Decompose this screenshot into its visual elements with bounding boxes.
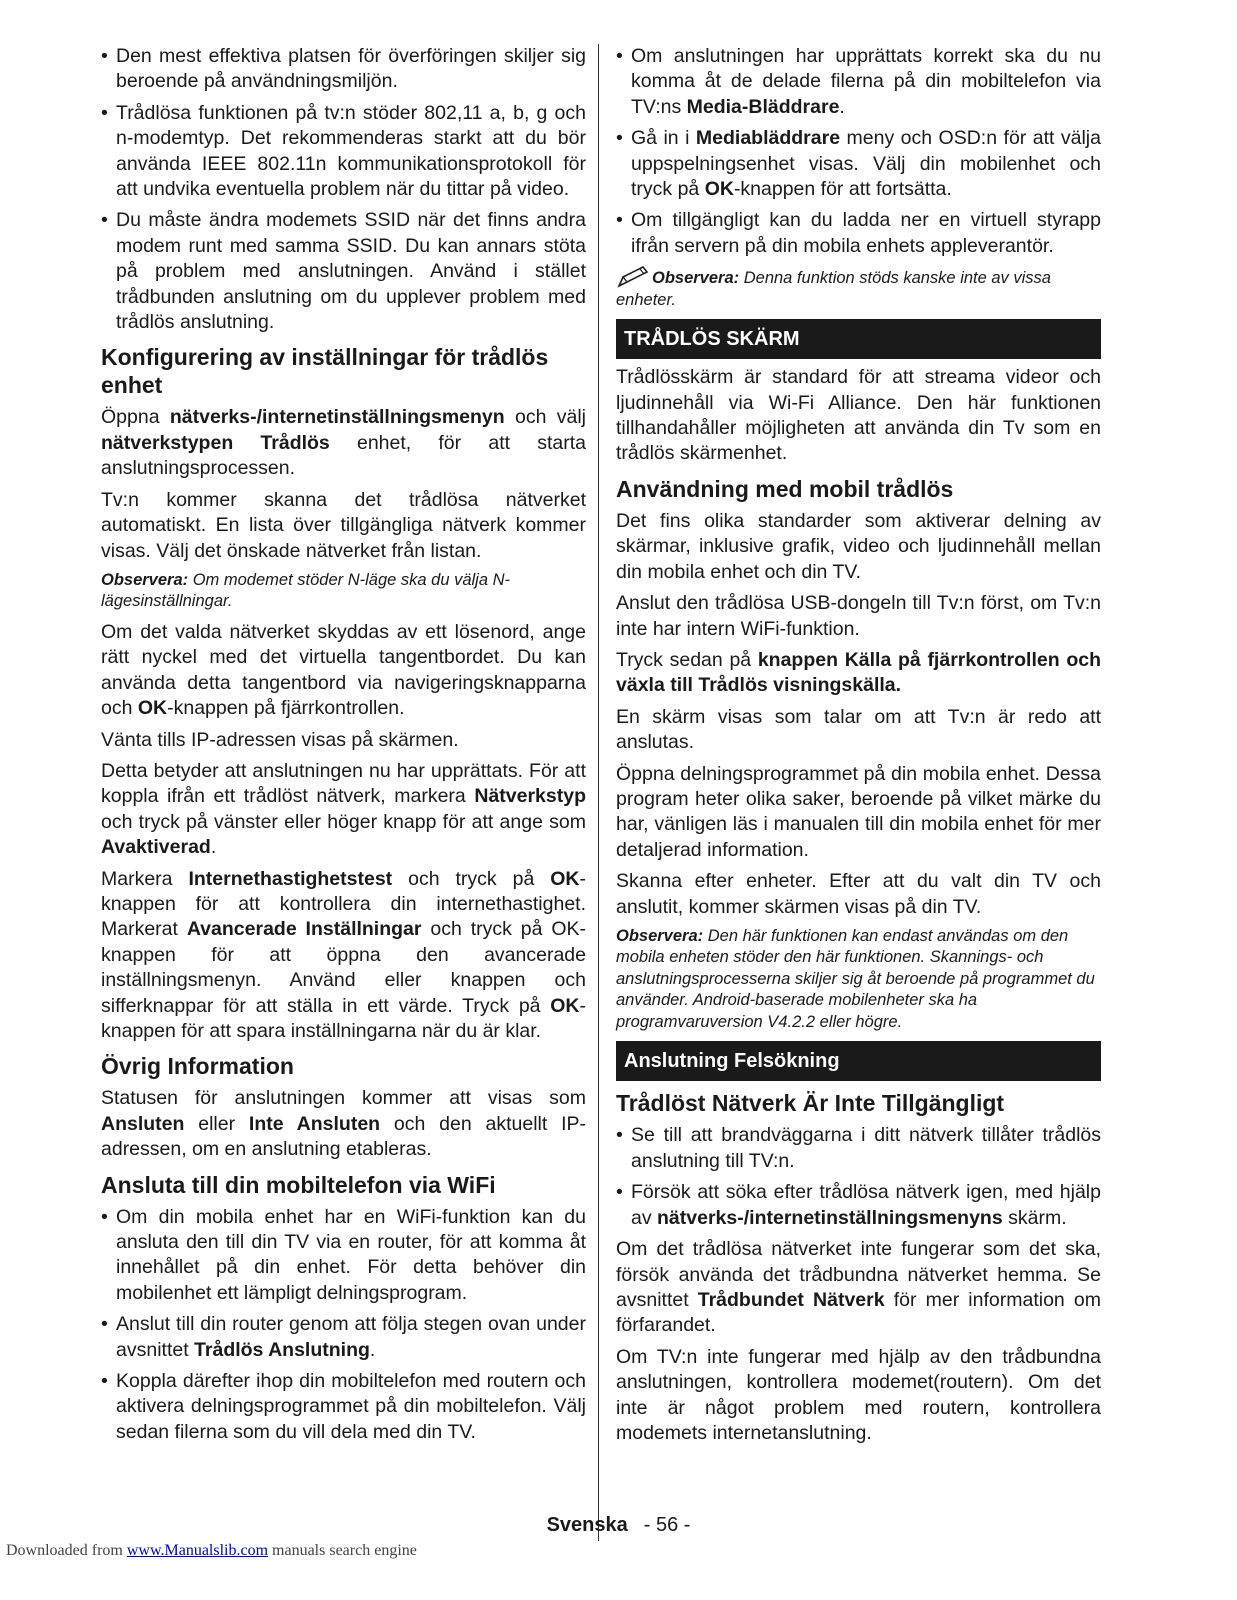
list-item: • Anslut till din router genom att följa stegen ovan under avsnittet Trådlös Anslutning. (101, 1312, 586, 1363)
list-item: • Koppla därefter ihop din mobiltelefon med routern och aktivera delningsprogrammet på din mobiltelefon. Välj sedan filerna som du vill dela med din TV. (101, 1369, 586, 1445)
note: Observera: Om modemet stöder N-läge ska du välja N-lägesinställningar. (101, 570, 511, 611)
paragraph: Det fins olika standarder som aktiverar delning av skärmar, inklusive grafik, video och ljudinnehåll mellan din mobila enhet och din TV. (616, 509, 1101, 583)
paragraph: Skanna efter enheter. Efter att du valt din TV och anslutit, kommer skärmen visas på din TV. (616, 870, 1101, 918)
bullet-list-troubleshooting (616, 1123, 1101, 1231)
paragraph: Öppna nätverks-/internetinställningsmenyn och välj nätverkstypen Trådlös enhet, för att starta anslutningsprocessen. (101, 406, 586, 480)
bullet-list-tips (101, 44, 586, 335)
heading-other-information: Övrig Information (101, 1053, 294, 1080)
list-item: • Gå in i Mediabläddrare meny och OSD:n för att välja uppspelningsenhet visas. Välj din mobilenhet och tryck på OK-knappen för att fortsätta. (616, 126, 1101, 202)
page-number: - 56 - (643, 1514, 691, 1536)
heading-mobile-wireless: Användning med mobil trådlös (616, 475, 954, 502)
list-item: • Försök att söka efter trådlösa nätverk igen, med hjälp av nätverks-/internetinställningsmenyns skärm. (616, 1180, 1101, 1231)
paragraph: Tryck sedan på knappen Källa på fjärrkontrollen och växla till Trådlös visningskälla. (616, 648, 1101, 697)
list-item: • Den mest effektiva platsen för överföringen skiljer sig beroende på användningsmiljön. (101, 44, 586, 95)
right-column (616, 44, 1101, 1452)
download-credit: Downloaded from www.Manualslib.com manuals search engine (6, 1542, 417, 1559)
list-item: • Du måste ändra modemets SSID när det finns andra modem runt med samma SSID. Du kan annars stöta på problem med anslutningen. Använd i stället trådbunden anslutning om du upplever problem med trådlös anslutning. (101, 208, 586, 335)
paragraph: Om det valda nätverket skyddas av ett lösenord, ange rätt nyckel med det virtuella tangentbordet. Du kan använda detta tangentbord via navigeringsknapparna och OK-knappen på fjärrkontrollen. (101, 620, 586, 720)
paragraph: Tv:n kommer skanna det trådlösa nätverket automatiskt. En lista över tillgängliga nätverk kommer visas. Välj det önskade nätverket från listan. (101, 488, 586, 562)
left-column (101, 44, 586, 1451)
note: Observera: Denna funktion stöds kanske inte av vissa enheter. (616, 265, 1101, 311)
section-bar-wireless-display: TRÅDLÖS SKÄRM (616, 319, 1101, 359)
heading-connect-mobile-wifi: Ansluta till din mobiltelefon via WiFi (101, 1171, 496, 1198)
section-bar-troubleshooting: Anslutning Felsökning (616, 1041, 1101, 1081)
paragraph: Om det trådlösa nätverket inte fungerar som det ska, försök använda det trådbundna nätverket hemma. Se avsnittet Trådbundet Nätverk för mer information om förfarandet. (616, 1238, 1101, 1337)
paragraph: Öppna delningsprogrammet på din mobila enhet. Dessa program heter olika saker, beroende på vilket märke du har, vänligen läs i manualen till din mobila enhet för mer detaljerad information. (616, 762, 1101, 861)
paragraph: Detta betyder att anslutningen nu har upprättats. För att koppla ifrån ett trådlöst nätverk, markera Nätverkstyp och tryck på vänster eller höger knapp för att ange som Avaktiverad. (101, 759, 586, 859)
heading-wireless-config: Konfigurering av inställningar för trådlös enhet (101, 344, 549, 399)
paragraph: En skärm visas som talar om att Tv:n är redo att anslutas. (616, 705, 1101, 754)
paragraph: Om TV:n inte fungerar med hjälp av den trådbundna anslutningen, kontrollera modemet(routern). Om det inte är något problem med routern, kontrollera modemets internetanslutning. (616, 1345, 1101, 1444)
list-item: • Trådlösa funktionen på tv:n stöder 802,11 a, b, g och n-modemtyp. Det rekommenderas starkt att du bör använda IEEE 802.11n kommunikationsprotokoll för att undvika eventuella problem när du tittar på video. (101, 101, 586, 203)
manualslib-link[interactable]: www.Manualslib.com (126, 1542, 269, 1559)
list-item: • Om din mobila enhet har en WiFi-funktion kan du ansluta den till din TV via en router, för att komma åt innehållet på din enhet. För detta behöver din mobilenhet ett lämpligt delningsprogram. (101, 1205, 586, 1307)
list-item: • Se till att brandväggarna i ditt nätverk tillåter trådlös anslutning till TV:n. (616, 1123, 1101, 1174)
column-divider (598, 44, 599, 1541)
paragraph: Markera Internethastighetstest och tryck på OK-knappen för att kontrollera din internethastighet. Markerat Avancerade Inställningar och tryck på OK-knappen för att öppna den avancerade inställningsmenyn. Använd eller knappen och sifferknappar för att ställa in ett värde. Tryck på OK-knappen för att spara inställningarna när du är klar. (101, 867, 586, 1042)
paragraph: Anslut den trådlösa USB-dongeln till Tv:n först, om Tv:n inte har intern WiFi-funktion. (616, 592, 1101, 640)
list-item: • Om tillgängligt kan du ladda ner en virtuell styrapp ifrån servern på din mobila enhets appleverantör. (616, 208, 1101, 259)
paragraph: Statusen för anslutningen kommer att visas som Ansluten eller Inte Ansluten och den aktuellt IP-adressen, om en anslutning etableras. (101, 1087, 587, 1161)
paragraph: Vänta tills IP-adressen visas på skärmen. (101, 728, 459, 751)
paragraph: Trådlösskärm är standard för att streama videor och ljudinnehåll via Wi-Fi Alliance. Den här funktionen tillhandahåller möjligheten att använda din Tv som en trådlös skärmenhet. (616, 366, 1101, 465)
page-footer (0, 1514, 1237, 1537)
heading-network-unavailable: Trådlöst Nätverk Är Inte Tillgängligt (616, 1090, 1005, 1117)
note: Observera: Den här funktionen kan endast användas om den mobila enheten stöder den här funktionen. Skannings- och anslutningsprocesserna skiljer sig åt beroende på programmet du använder. Android-baserade mobilenheter ska ha programvaruversion V4.2.2 eller högre. (616, 926, 1095, 1031)
footer-language: Svenska (546, 1514, 628, 1536)
bullet-list-mobile (101, 1205, 586, 1446)
list-item: • Om anslutningen har upprättats korrekt ska du nu komma åt de delade filerna på din mobiltelefon via TV:ns Media-Bläddrare. (616, 44, 1101, 120)
pencil-note-icon (616, 265, 650, 289)
bullet-list-media (616, 44, 1101, 259)
